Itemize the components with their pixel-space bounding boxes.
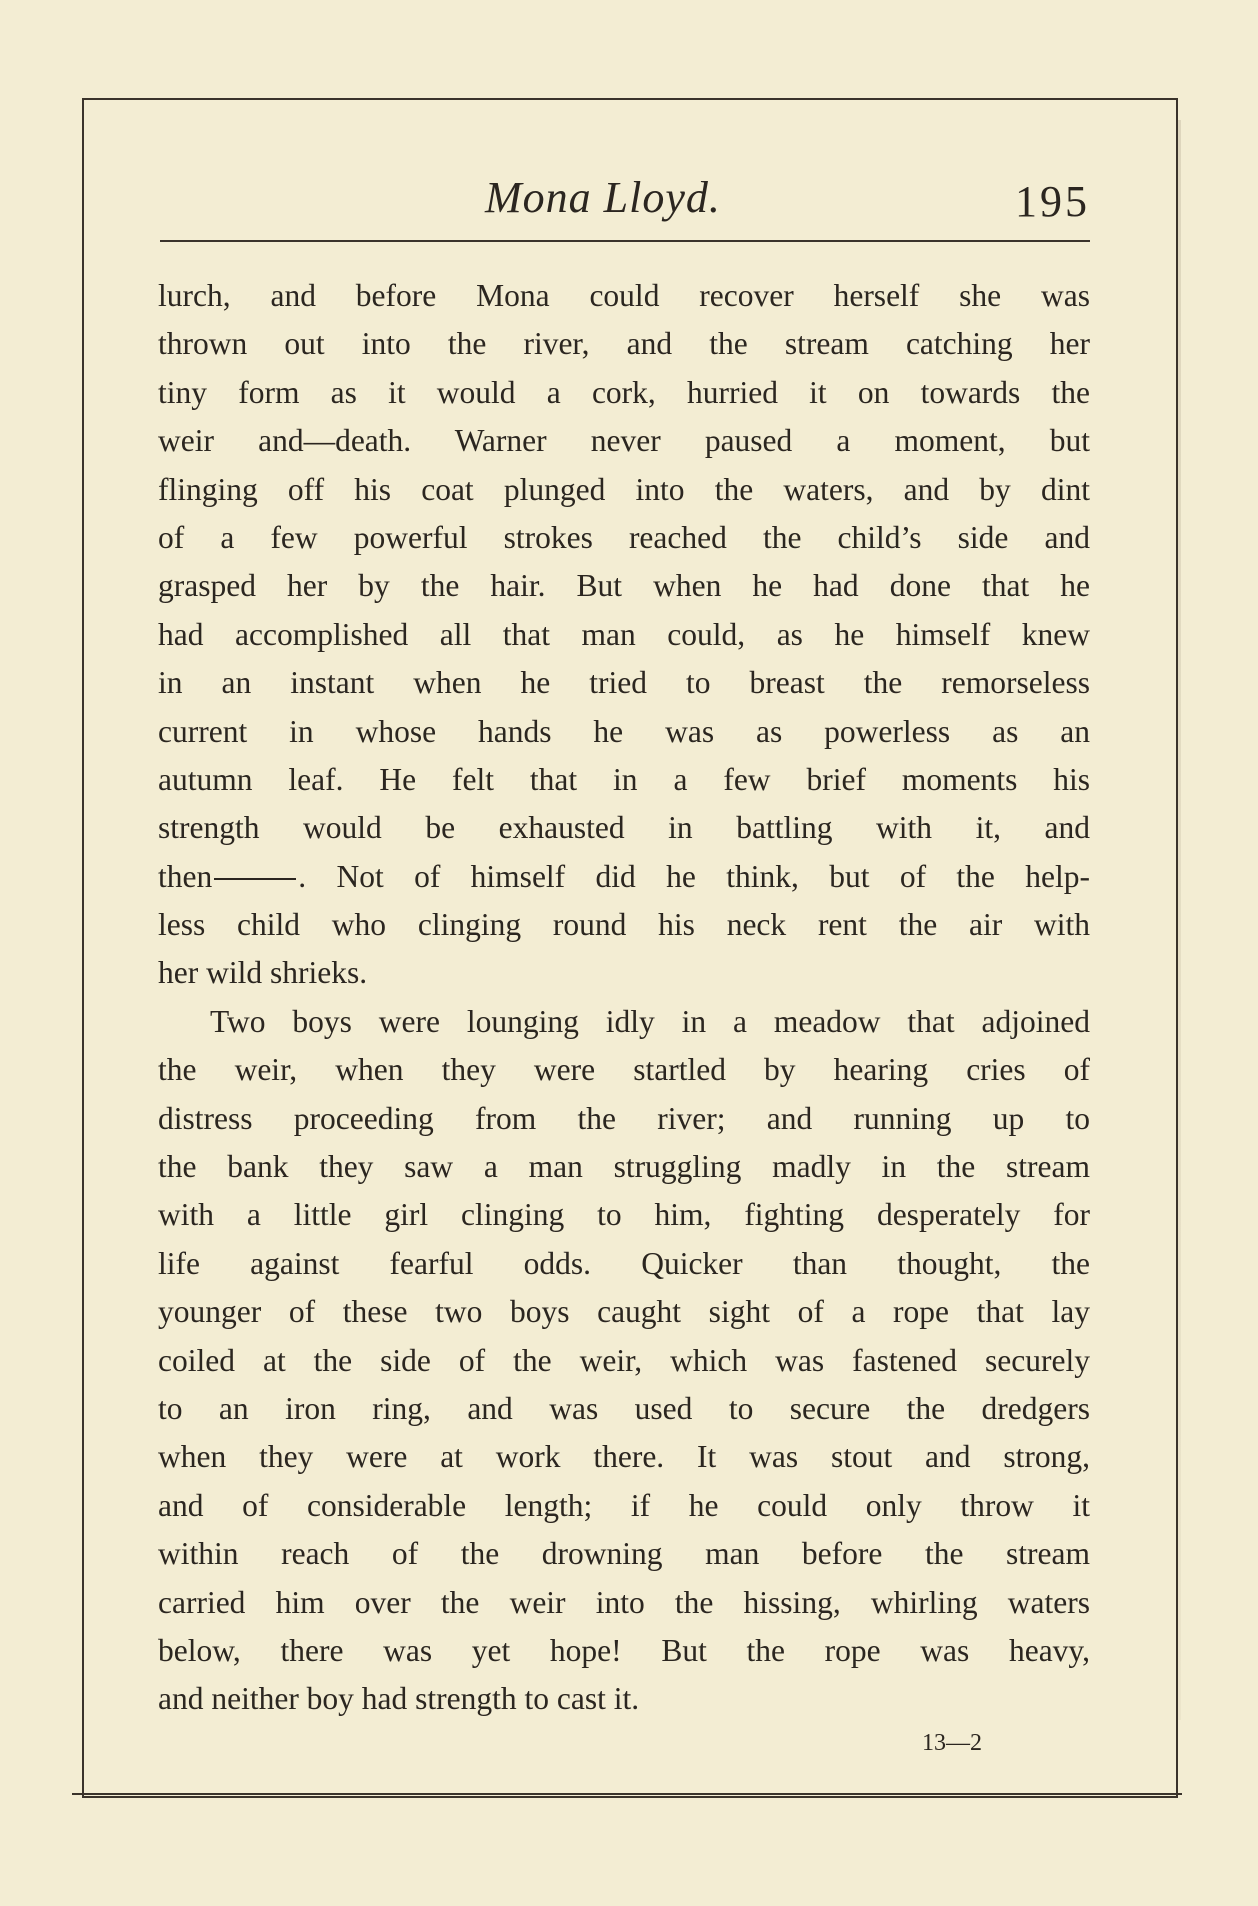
line-segment: . Not of himself did he think, but of the help- (298, 858, 1090, 894)
text-line: within reach of the drowning man before the stream (158, 1536, 1090, 1572)
text-line: weir and—death. Warner never paused a moment, but (158, 423, 1090, 459)
text-line-with-dash (158, 853, 1090, 901)
text-line: in an instant when he tried to breast the remorseless (158, 665, 1090, 701)
page-number: 195 (1015, 177, 1090, 226)
body-text (158, 272, 1090, 1724)
text-line: lurch, and before Mona could recover herself she was (158, 278, 1090, 313)
text-line: and of considerable length; if he could only throw it (158, 1487, 1090, 1523)
running-title: Mona Lloyd. (485, 173, 721, 222)
text-line: had accomplished all that man could, as he himself knew (158, 616, 1090, 652)
text-line: below, there was yet hope! But the rope was heavy, (158, 1632, 1090, 1668)
text-line: coiled at the side of the weir, which was fastened securely (158, 1342, 1090, 1378)
text-line: to an iron ring, and was used to secure the dredgers (158, 1390, 1090, 1426)
signature-mark: 13—2 (922, 1730, 982, 1756)
text-line: with a little girl clinging to him, fighting desperately for (158, 1197, 1090, 1233)
text-line: thrown out into the river, and the stream catching her (158, 326, 1090, 362)
text-line: of a few powerful strokes reached the child’s side and (158, 519, 1090, 555)
text-line: and neither boy had strength to cast it. (158, 1681, 640, 1717)
text-line: the weir, when they were startled by hearing cries of (158, 1052, 1090, 1088)
text-line: the bank they saw a man struggling madly in the stream (158, 1149, 1090, 1185)
header-rule (160, 240, 1090, 242)
bottom-rule (72, 1793, 1182, 1795)
text-line: her wild shrieks. (158, 955, 368, 991)
text-line: tiny form as it would a cork, hurried it on towards the (158, 374, 1090, 410)
page-edge-shadow (1178, 120, 1181, 1720)
text-line: life against fearful odds. Quicker than thought, the (158, 1245, 1090, 1281)
line-segment: then (158, 858, 213, 894)
running-head (160, 172, 1090, 232)
text-line: less child who clinging round his neck rent the air with (158, 907, 1090, 943)
text-line: strength would be exhausted in battling with it, and (158, 810, 1090, 846)
text-line: autumn leaf. He felt that in a few brief moments his (158, 761, 1090, 797)
text-line: grasped her by the hair. But when he had done that he (158, 568, 1090, 604)
em-dash-rule (214, 878, 296, 880)
text-line: flinging off his coat plunged into the waters, and by dint (158, 471, 1090, 507)
text-line: current in whose hands he was as powerless as an (158, 713, 1090, 749)
text-line: distress proceeding from the river; and running up to (158, 1100, 1090, 1136)
paragraph-first-line: Two boys were lounging idly in a meadow that adjoined (210, 1003, 1090, 1039)
text-line: carried him over the weir into the hissing, whirling waters (158, 1584, 1090, 1620)
text-line: younger of these two boys caught sight of a rope that lay (158, 1294, 1090, 1330)
text-line: when they were at work there. It was stout and strong, (158, 1439, 1090, 1475)
